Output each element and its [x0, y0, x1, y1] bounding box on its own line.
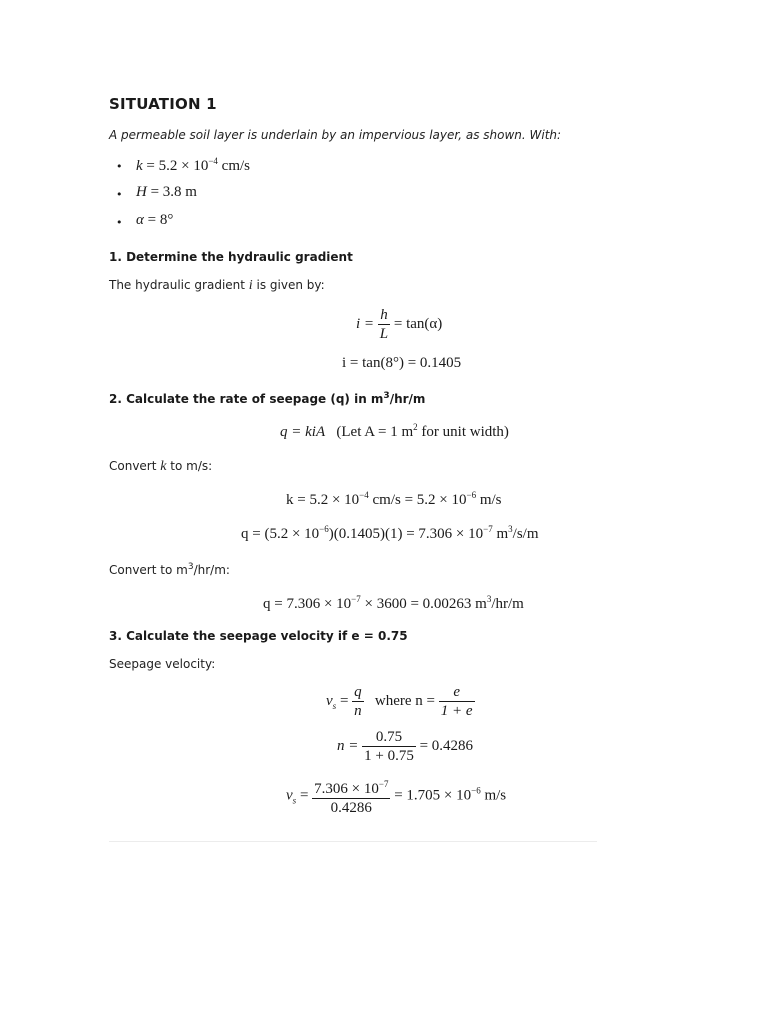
- bullet-icon: •: [116, 216, 123, 229]
- fraction: $\frac{0.75}{1 + 0.75}$: [364, 729, 414, 764]
- fraction: $\frac{e}{1 + e}$: [440, 684, 473, 719]
- divider: [109, 841, 597, 842]
- intro-text: A permeable soil layer is underlain by an impervious layer, as shown. With:: [109, 128, 562, 142]
- convert-k-text: Convert k to m/s:: [109, 459, 213, 474]
- fraction: $\frac{h}{L}$: [379, 307, 389, 342]
- equation-gradient-value: i = tan(8°) = 0.1405: [342, 355, 462, 371]
- fraction: $\frac{7.306 \times 10^{-7}}{0.4286}$: [312, 775, 390, 817]
- convert-hr-text: Convert to $m^3/hr/m$:: [109, 562, 230, 577]
- section1-text: The hydraulic gradient i is given by:: [109, 278, 325, 293]
- given-alpha: α = 8°: [136, 212, 174, 228]
- fraction: $\frac{q}{n}$: [354, 684, 362, 719]
- equation-q-per-hour: $q = 7.306 \times 10^{-7} \times 3600 = 0.00263$ $m^3/hr/m$: [263, 594, 524, 612]
- equation-q-value: $q = (5.2 \times 10^{-6})(0.1405)(1) = 7.306 \times 10^{-7}$ $m^3/s/m$: [241, 524, 539, 542]
- equation-seepage-velocity-def: $v_s$ = $\frac{q}{n}$ where n = $\frac{e}{1 + e}$: [326, 684, 473, 719]
- section3-heading: 3. Calculate the seepage velocity if e = 0.75: [109, 629, 408, 643]
- bullet-icon: •: [116, 160, 123, 173]
- document-title: SITUATION 1: [109, 95, 217, 113]
- section1-heading: 1. Determine the hydraulic gradient: [109, 250, 353, 264]
- equation-k-conversion: $k = 5.2 \times 10^{-4}$ $cm/s = 5.2 \times 10^{-6}$ m/s: [286, 490, 502, 508]
- given-k: $k = 5.2 \times 10^{-4}$ cm/s: [136, 156, 251, 174]
- given-h: H = 3.8 m: [136, 184, 197, 200]
- equation-seepage-velocity-value: $v_s$ = $\frac{7.306 \times 10^{-7}}{0.4286}$ = $1.705 \times 10^{-6}$ m/s: [286, 775, 506, 817]
- equation-porosity: n = $\frac{0.75}{1 + 0.75}$ = 0.4286: [337, 729, 474, 764]
- section2-heading: 2. Calculate the rate of seepage (q) in $m^3/hr/m$: [109, 391, 426, 406]
- equation-seepage-rate: q = kiA (Let A = 1 $m^2$ for unit width): [280, 422, 509, 440]
- equation-gradient-def: i = $\frac{h}{L}$ = tan(α): [356, 307, 443, 342]
- section3-text: Seepage velocity:: [109, 657, 216, 671]
- bullet-icon: •: [116, 188, 123, 201]
